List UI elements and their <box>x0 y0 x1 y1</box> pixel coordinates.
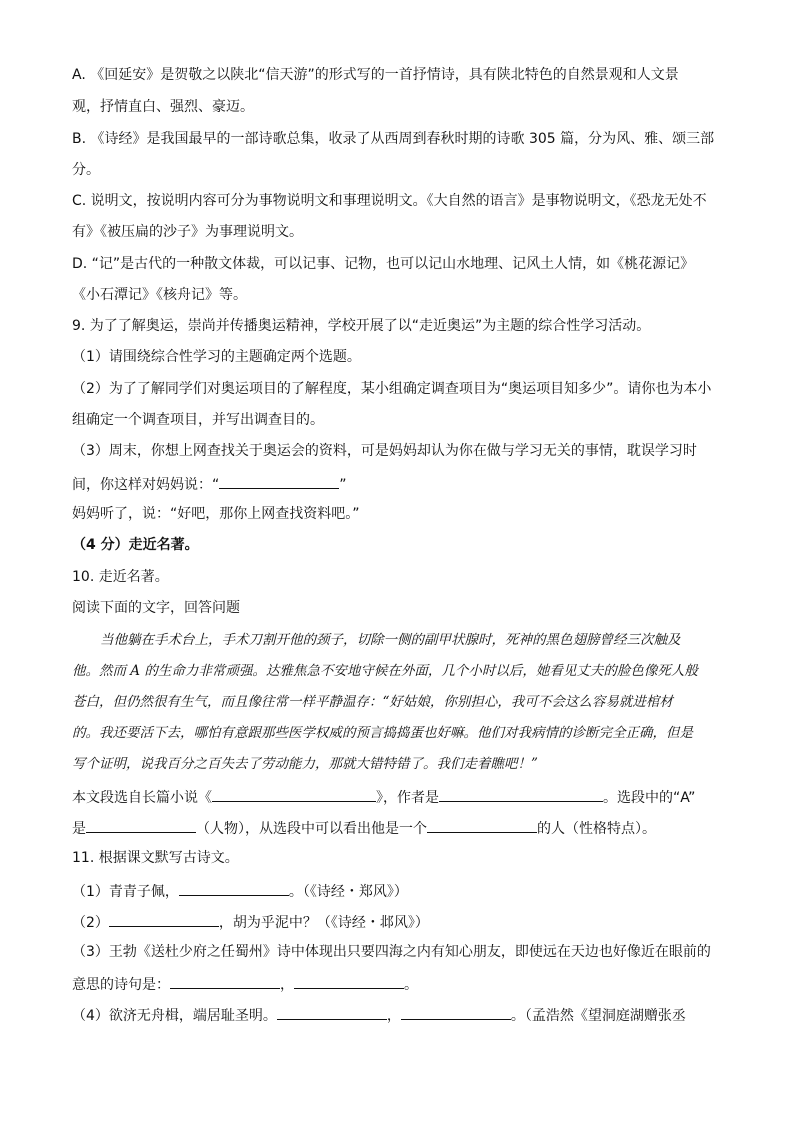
q8-option-b-line-2: 分。 <box>72 162 100 178</box>
q9-part-2-line-1: （2）为了了解同学们对奥运项目的了解程度，某小组确定调查项目为“奥运项目知多少”。请你也为本小 <box>72 381 712 397</box>
q8-option-b-line-1: B. 《诗经》是我国最早的一部诗歌总集，收录了从西周到春秋时期的诗歌 305 篇，分为风、雅、颂三部 <box>72 131 715 147</box>
passage-line: 他。然而 A 的生命力非常顽强。达雅焦急不安地守候在外面，几个小时以后，她看见丈夫的脸色像死人般 <box>72 663 698 679</box>
q8-option-a-line-2: 观，抒情直白、强烈、豪迈。 <box>72 99 254 115</box>
q11-p1-source: 。（《诗经・郑风》） <box>288 884 408 900</box>
q9-part-2-line-2: 组确定一个调查项目，并写出调查目的。 <box>72 412 324 428</box>
q11-stem: 11. 根据课文默写古诗文。 <box>72 850 239 866</box>
q11-p3-text: 意思的诗句是： <box>72 977 170 993</box>
q9-part-3-text: 间，你这样对妈妈说：“ <box>72 477 220 493</box>
q11-p2-blank[interactable] <box>109 911 219 927</box>
q10-line-2-suffix: 的人（性格特点）。 <box>537 821 656 837</box>
section-title: （4 分）走近名著。 <box>72 537 199 553</box>
q11-p4-comma: ， <box>386 1008 401 1024</box>
q11-p4-blank-1[interactable] <box>277 1004 387 1020</box>
q8-option-d-line-2: 《小石潭记》《核舟记》等。 <box>72 287 247 303</box>
q11-p2-text: ，胡为乎泥中？（《诗经・邶风》） <box>218 915 429 931</box>
q11-part-3-line-1: （3）王勃《送杜少府之任蜀州》诗中体现出只要四海之内有知心朋友，即使远在天边也好像近在眼前的 <box>72 944 711 960</box>
q8-option-c-line-2: 有》《被压扁的沙子》为事理说明文。 <box>72 224 303 240</box>
q11-p2-label: （2） <box>72 915 109 931</box>
q11-p4-source: 。（孟浩然《望洞庭湖赠张丞 <box>510 1008 686 1024</box>
q11-p3-blank-1[interactable] <box>170 973 280 989</box>
q11-part-2 <box>72 911 429 933</box>
q10-author-prefix: 》，作者是 <box>376 790 439 806</box>
passage-line: 苍白，但仍然很有生气，而且像往常一样平静温存：“好姑娘，你别担心，我可不会这么容易就进棺材 <box>72 694 673 710</box>
q9-close-quote: ” <box>339 477 347 493</box>
q9-part-1: （1）请围绕综合性学习的主题确定两个选题。 <box>72 349 361 365</box>
q9-answer-blank[interactable] <box>219 473 339 489</box>
q10-question-line-2 <box>72 817 656 839</box>
q11-p1-blank[interactable] <box>179 880 289 896</box>
q11-p4-blank-2[interactable] <box>401 1004 511 1020</box>
q11-p3-period: 。 <box>404 977 418 993</box>
q9-stem: 9. 为了了解奥运，崇尚并传播奥运精神，学校开展了以“走近奥运”为主题的综合性学习活动。 <box>72 318 651 334</box>
q11-p1-text: （1）青青子佩， <box>72 884 179 900</box>
q10-novel-prefix: 本文段选自长篇小说《 <box>72 790 212 806</box>
q11-p4-text: （4）欲济无舟楫，端居耻圣明。 <box>72 1008 277 1024</box>
q11-part-1 <box>72 880 408 902</box>
character-blank[interactable] <box>86 817 196 833</box>
passage-line: 的。我还要活下去，哪怕有意跟那些医学权威的预言捣捣蛋也好嘛。他们对我病情的诊断完全正确，但是 <box>72 725 693 741</box>
q10-stem: 10. 走近名著。 <box>72 569 169 585</box>
q10-line-2-prefix: 是 <box>72 821 86 837</box>
q10-line-2-middle: （人物），从选段中可以看出他是一个 <box>196 821 427 837</box>
novel-title-blank[interactable] <box>212 786 376 802</box>
author-blank[interactable] <box>439 786 603 802</box>
q10-question-line-1 <box>72 786 695 808</box>
q8-option-d-line-1: D. “记”是古代的一种散文体裁，可以记事、记物，也可以记山水地理、记风土人情，如《桃花源记》 <box>72 256 695 272</box>
q11-part-3-line-2 <box>72 973 418 995</box>
q9-part-3-line-3: 妈妈听了，说：“好吧，那你上网查找资料吧。” <box>72 506 360 522</box>
q10-instruction: 阅读下面的文字，回答问题 <box>72 600 240 616</box>
trait-blank[interactable] <box>427 817 537 833</box>
passage-line: 当他躺在手术台上，手术刀割开他的颈子，切除一侧的副甲状腺时，死神的黑色翅膀曾经三次触及 <box>100 632 681 648</box>
q11-p3-blank-2[interactable] <box>294 973 404 989</box>
passage-line: 写个证明，说我百分之百失去了劳动能力，那就大错特错了。我们走着瞧吧！” <box>72 756 538 772</box>
q9-part-3-line-2 <box>72 473 347 495</box>
q8-option-a-line-1: A. 《回延安》是贺敬之以陕北“信天游”的形式写的一首抒情诗，具有陕北特色的自然景观和人文景 <box>72 67 679 83</box>
q10-line-1-suffix: 。选段中的“A” <box>603 790 696 806</box>
q11-part-4 <box>72 1004 686 1026</box>
q9-part-3-line-1: （3）周末，你想上网查找关于奥运会的资料，可是妈妈却认为你在做与学习无关的事情，耽误学习时 <box>72 443 697 459</box>
q11-p3-comma: ， <box>280 977 294 993</box>
q8-option-c-line-1: C. 说明文，按说明内容可分为事物说明文和事理说明文。《大自然的语言》是事物说明文，《恐龙无处不 <box>72 193 707 209</box>
